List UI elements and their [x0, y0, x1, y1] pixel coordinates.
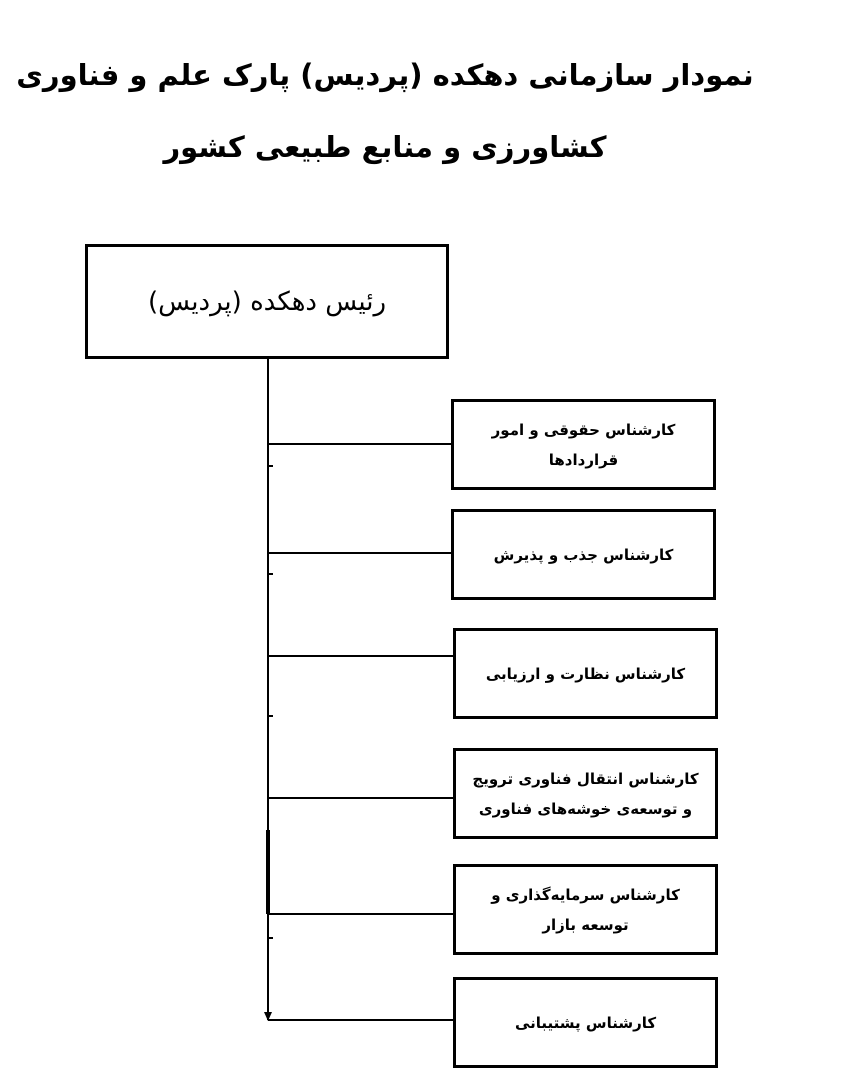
unit-label: کارشناس انتقال فناوری ترویج و توسعه‌ی خوشه‌های فناوری: [472, 769, 699, 818]
unit-box-support: [453, 977, 718, 1068]
unit-label: کارشناس سرمایه‌گذاری و توسعه بازار: [491, 885, 680, 934]
unit-box-investment: [453, 864, 718, 955]
chart-title-line-1: نمودار سازمانی دهکده (پردیس) پارک علم و فناوری: [16, 58, 754, 92]
unit-label: کارشناس پشتیبانی: [514, 1013, 657, 1032]
head-box: [85, 244, 449, 359]
unit-box-technology-transfer: [453, 748, 718, 839]
unit-label: کارشناس حقوقی و امور قراردادها: [491, 420, 676, 469]
unit-box-monitoring: [453, 628, 718, 719]
unit-box-legal: [451, 399, 716, 490]
head-label: رئیس دهکده (پردیس): [147, 286, 387, 317]
chart-title-line-2: کشاورزی و منابع طبیعی کشور: [163, 130, 607, 164]
unit-label: کارشناس نظارت و ارزیابی: [485, 664, 686, 683]
unit-label: کارشناس جذب و پذیرش: [493, 545, 674, 564]
unit-box-recruitment: [451, 509, 716, 600]
